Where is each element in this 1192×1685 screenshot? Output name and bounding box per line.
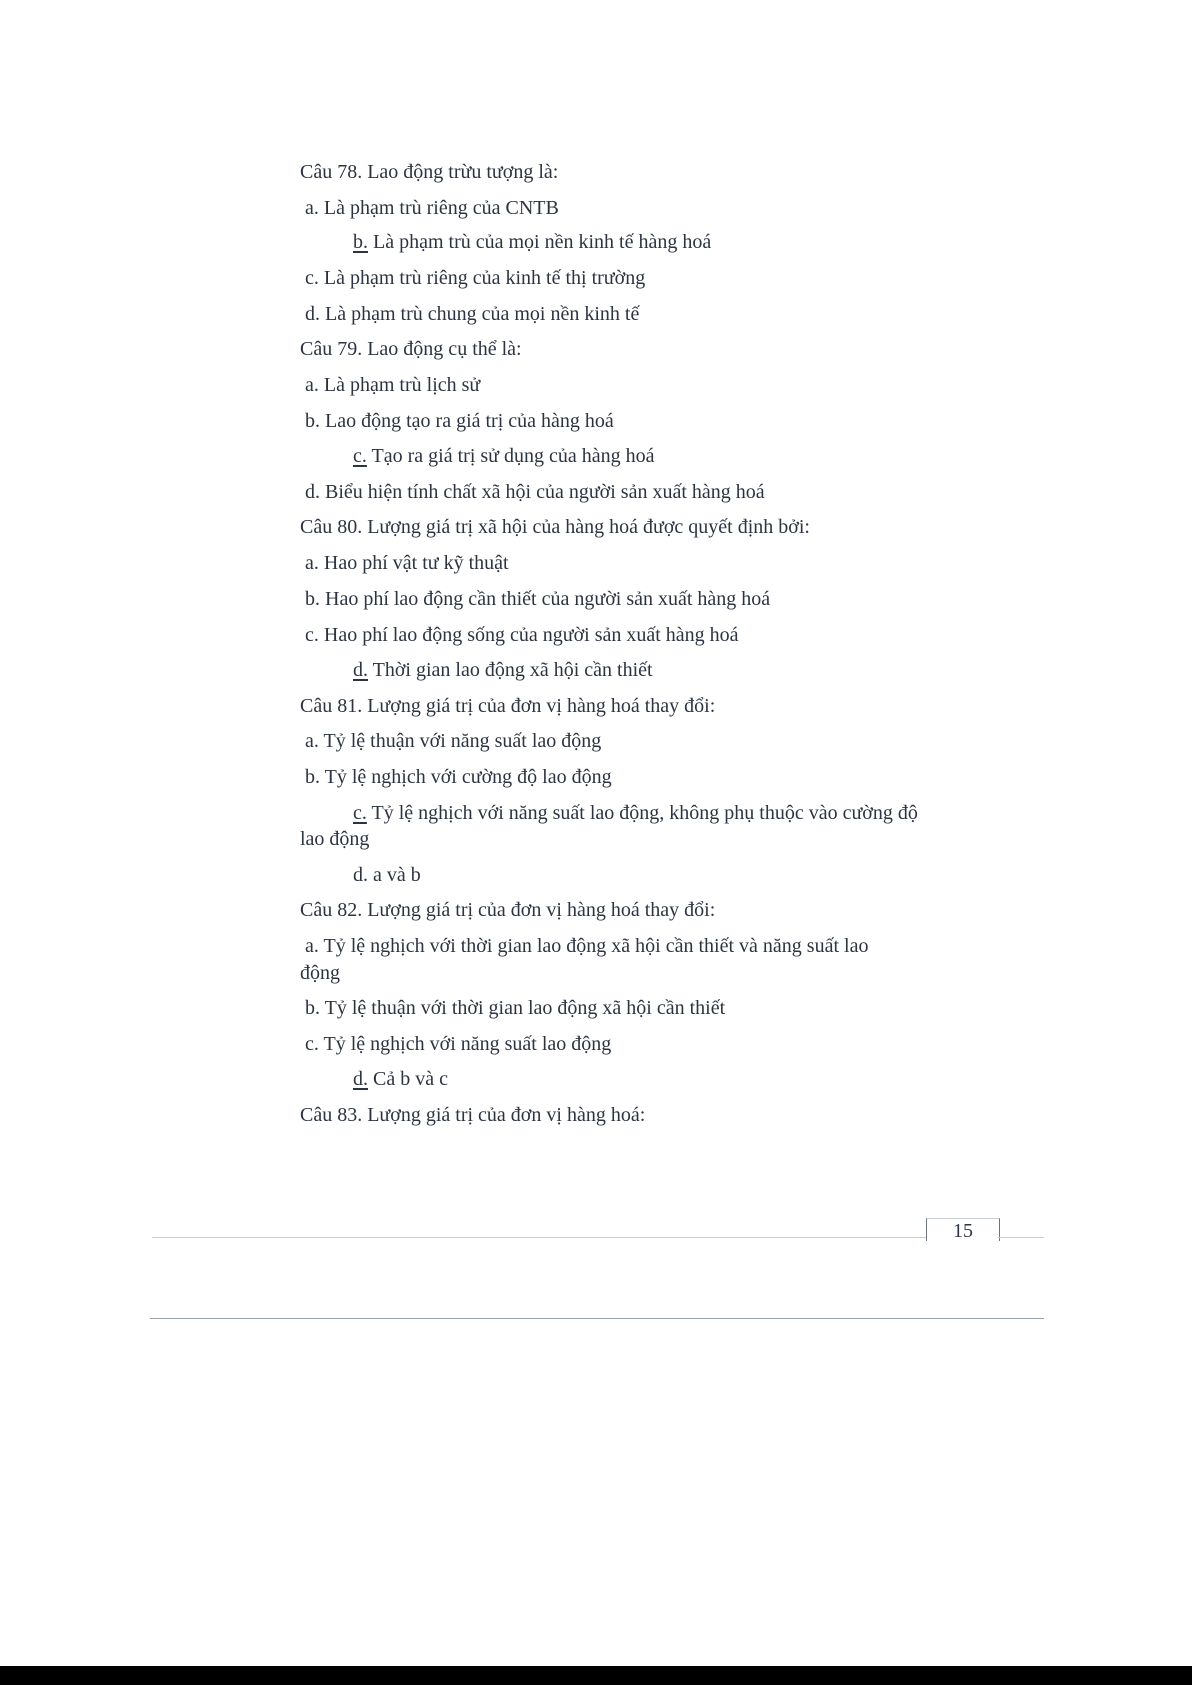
option-79-c: c. Tạo ra giá trị sử dụng của hàng hoá: [353, 445, 655, 467]
question-78: Câu 78. Lao động trừu tượng là:: [300, 161, 559, 183]
option-82-d: d. Cả b và c: [353, 1068, 448, 1090]
question-83: Câu 83. Lượng giá trị của đơn vị hàng hoá:: [300, 1104, 646, 1126]
answer-marker: d.: [353, 1068, 368, 1090]
option-82-a: a. Tỷ lệ nghịch với thời gian lao động xã hội cần thiết và năng suất lao: [305, 935, 869, 957]
option-79-a: a. Là phạm trù lịch sử: [305, 374, 481, 396]
question-81: Câu 81. Lượng giá trị của đơn vị hàng hoá thay đổi:: [300, 695, 716, 717]
question-82: Câu 82. Lượng giá trị của đơn vị hàng hoá thay đổi:: [300, 899, 716, 921]
option-81-d: d. a và b: [353, 864, 421, 886]
answer-marker: c.: [353, 445, 367, 467]
option-82-c: c. Tỷ lệ nghịch với năng suất lao động: [305, 1033, 612, 1055]
page-number-box: [926, 1218, 1000, 1241]
option-80-c: c. Hao phí lao động sống của người sản xuất hàng hoá: [305, 624, 739, 646]
option-78-d: d. Là phạm trù chung của mọi nền kinh tế: [305, 303, 640, 325]
answer-marker: c.: [353, 802, 367, 824]
question-79: Câu 79. Lao động cụ thể là:: [300, 338, 522, 360]
option-80-a: a. Hao phí vật tư kỹ thuật: [305, 552, 509, 574]
page-bottom-rule: [150, 1318, 1044, 1319]
option-81-b: b. Tỷ lệ nghịch với cường độ lao động: [305, 766, 612, 788]
answer-marker: b.: [353, 231, 368, 253]
page-number: 15: [953, 1220, 973, 1242]
option-78-a: a. Là phạm trù riêng của CNTB: [305, 197, 559, 219]
option-81-c: c. Tỷ lệ nghịch với năng suất lao động, không phụ thuộc vào cường độ: [353, 802, 918, 824]
option-78-c: c. Là phạm trù riêng của kinh tế thị trường: [305, 267, 646, 289]
footer-rule-left: [152, 1237, 926, 1238]
option-80-b: b. Hao phí lao động cần thiết của người sản xuất hàng hoá: [305, 588, 771, 610]
question-80: Câu 80. Lượng giá trị xã hội của hàng hoá được quyết định bởi:: [300, 516, 810, 538]
option-81-c-continuation: lao động: [300, 828, 370, 850]
answer-marker: d.: [353, 659, 368, 681]
option-78-b: b. Là phạm trù của mọi nền kinh tế hàng hoá: [353, 231, 712, 253]
option-79-b: b. Lao động tạo ra giá trị của hàng hoá: [305, 410, 614, 432]
option-82-b: b. Tỷ lệ thuận với thời gian lao động xã hội cần thiết: [305, 997, 726, 1019]
option-80-d: d. Thời gian lao động xã hội cần thiết: [353, 659, 653, 681]
option-81-a: a. Tỷ lệ thuận với năng suất lao động: [305, 730, 602, 752]
footer-rule-right: [998, 1237, 1044, 1238]
option-79-d: d. Biểu hiện tính chất xã hội của người sản xuất hàng hoá: [305, 481, 765, 503]
page-bottom-bar: [0, 1666, 1192, 1685]
option-82-a-continuation: động: [300, 962, 340, 984]
